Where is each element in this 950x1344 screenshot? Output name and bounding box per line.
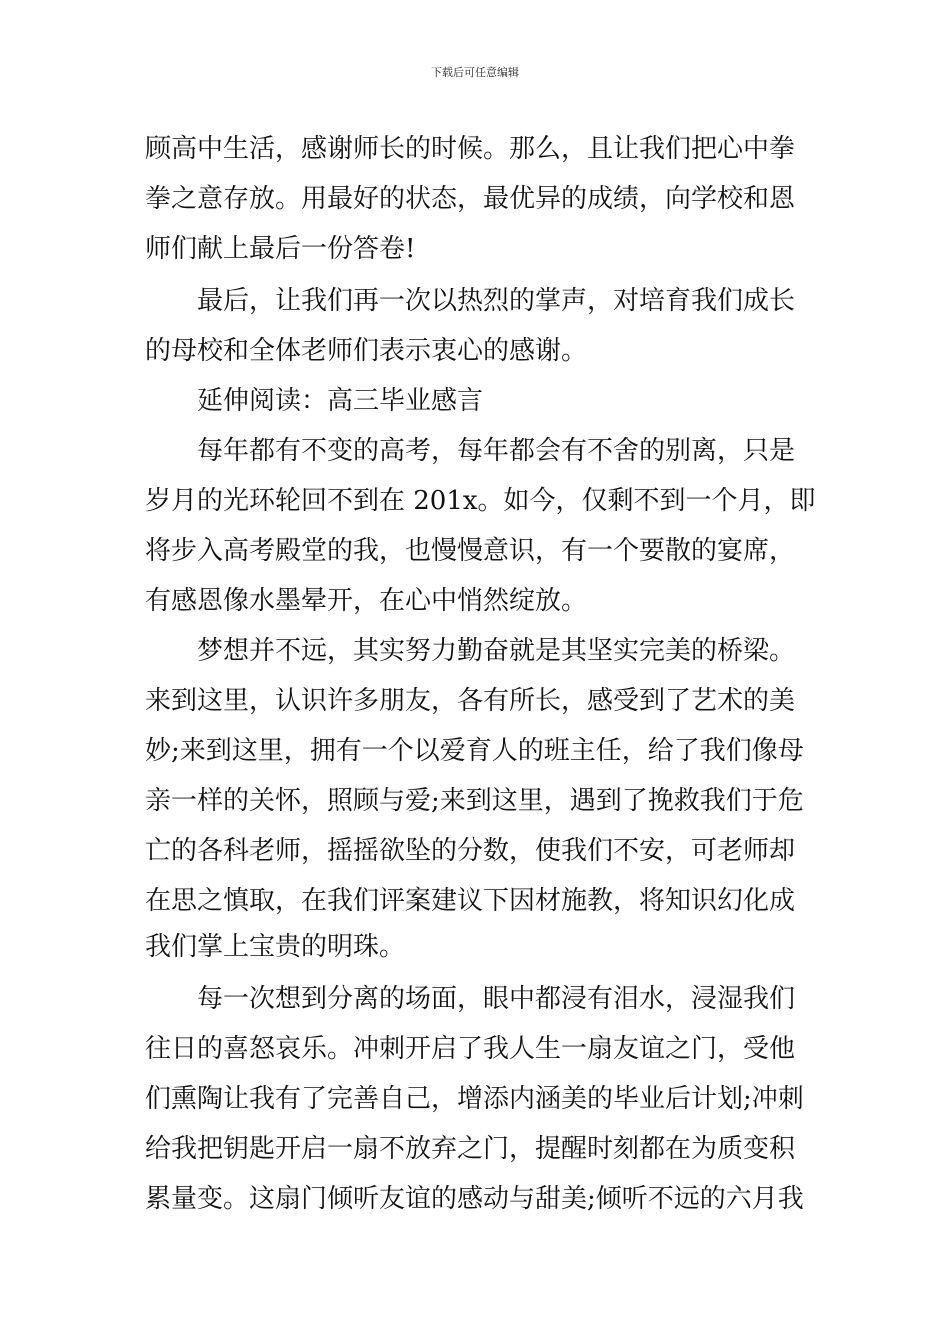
text-line: 拳之意存放。用最好的状态，最优异的成绩，向学校和恩 — [145, 184, 796, 214]
text-line: 岁月的光环轮回不到在 201x。如今，仅剩不到一个月，即 — [145, 486, 816, 516]
text-line: 最后，让我们再一次以热烈的掌声，对培育我们成长 — [197, 286, 796, 316]
page-header-note: 下载后可任意编辑 — [431, 66, 519, 79]
text-line: 亲一样的关怀，照顾与爱;来到这里，遇到了挽救我们于危 — [145, 786, 804, 816]
text-line: 妙;来到这里，拥有一个以爱育人的班主任，给了我们像母 — [145, 736, 804, 766]
text-line: 的母校和全体老师们表示衷心的感谢。 — [145, 336, 588, 366]
text-line: 梦想并不远，其实努力勤奋就是其坚实完美的桥梁。 — [197, 636, 796, 666]
text-line: 师们献上最后一份答卷! — [145, 234, 416, 264]
text-line: 来到这里，认识许多朋友，各有所长，感受到了艺术的美 — [145, 686, 796, 716]
text-line: 每年都有不变的高考，每年都会有不舍的别离，只是 — [197, 436, 796, 466]
section-heading: 延伸阅读：高三毕业感言 — [197, 386, 484, 416]
text-line: 在思之慎取，在我们评案建议下因材施教，将知识幻化成 — [145, 886, 796, 916]
text-line: 往日的喜怒哀乐。冲刺开启了我人生一扇友谊之门，受他 — [145, 1034, 796, 1064]
text-line: 每一次想到分离的场面，眼中都浸有泪水，浸湿我们 — [197, 984, 796, 1014]
text-line: 有感恩像水墨晕开，在心中悄然绽放。 — [145, 586, 588, 616]
text-line: 累量变。这扇门倾听友谊的感动与甜美;倾听不远的六月我 — [145, 1184, 804, 1214]
text-line: 将步入高考殿堂的我，也慢慢意识，有一个要散的宴席， — [145, 536, 796, 566]
text-line: 顾高中生活，感谢师长的时候。那么，且让我们把心中拳 — [145, 134, 796, 164]
text-line: 们熏陶让我有了完善自己，增添内涵美的毕业后计划;冲刺 — [145, 1084, 804, 1114]
text-line: 亡的各科老师，摇摇欲坠的分数，使我们不安，可老师却 — [145, 836, 796, 866]
text-line: 给我把钥匙开启一扇不放弃之门，提醒时刻都在为质变积 — [145, 1134, 796, 1164]
text-line: 我们掌上宝贵的明珠。 — [145, 932, 406, 962]
